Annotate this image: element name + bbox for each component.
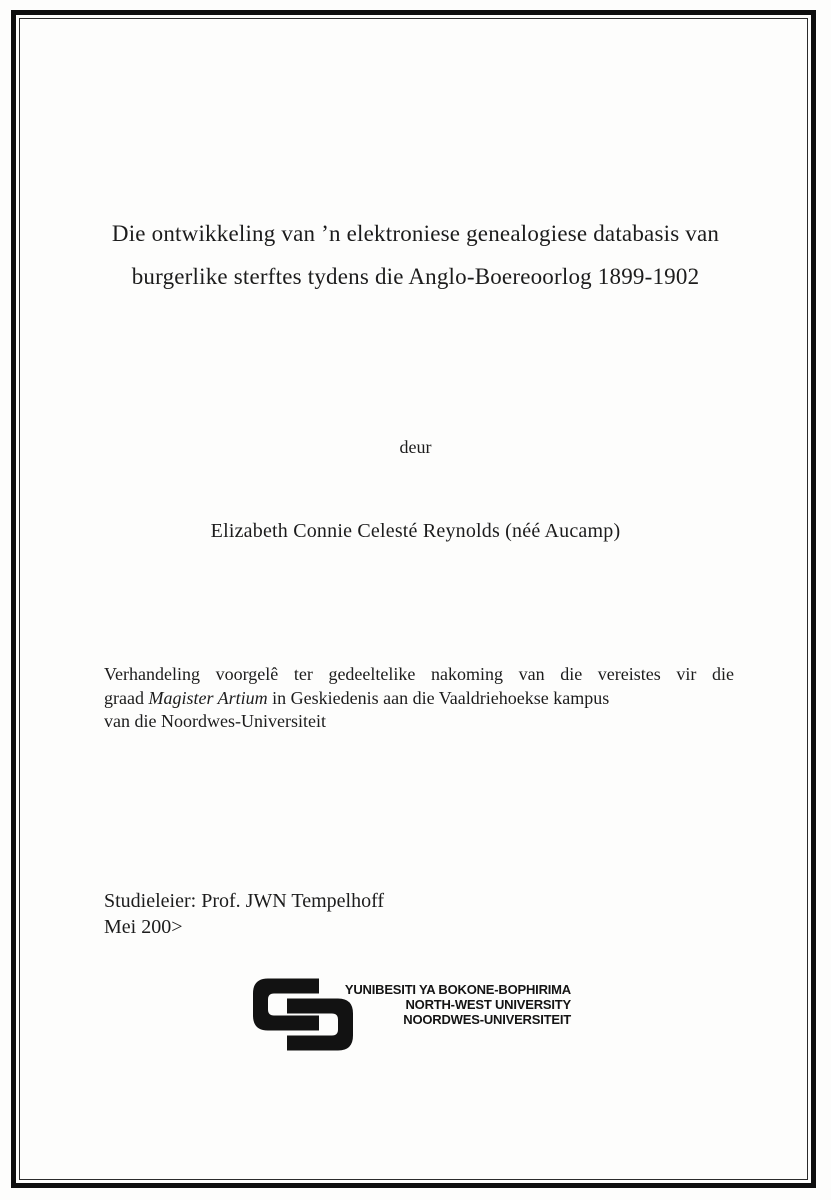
degree-statement-line2	[104, 687, 734, 711]
university-logo-text	[313, 982, 571, 1027]
logo-line-setswana: YUNIBESITI YA BOKONE-BOPHIRIMA	[344, 982, 571, 997]
degree-statement-line3: van die Noordwes-Universiteit	[104, 711, 326, 731]
logo-line-english: NORTH-WEST UNIVERSITY	[405, 997, 571, 1012]
degree-statement	[104, 663, 734, 734]
thesis-title-line2: burgerlike sterftes tydens die Anglo-Boereoorlog 1899-1902	[131, 264, 700, 289]
supervisor-block	[104, 888, 384, 940]
supervisor-line: Studieleier: Prof. JWN Tempelhoff	[104, 890, 385, 912]
date-line: Mei 200>	[104, 916, 183, 938]
degree-statement-line1: Verhandeling voorgelê ter gedeeltelike nakoming van die vereistes vir die	[104, 664, 734, 684]
byline: deur	[399, 437, 432, 457]
author-name: Elizabeth Connie Celesté Reynolds (néé Aucamp)	[210, 520, 621, 542]
logo-line-afrikaans: NOORDWES-UNIVERSITEIT	[403, 1012, 571, 1027]
degree-name: Magister Artium	[148, 687, 268, 708]
degree-statement-line2-suffix: in Geskiedenis aan die Vaaldriehoekse kampus	[267, 687, 610, 708]
degree-statement-line2-prefix: graad	[104, 687, 149, 708]
thesis-title-line1: Die ontwikkeling van ’n elektroniese genealogiese databasis van	[111, 221, 720, 246]
thesis-title	[60, 212, 771, 298]
university-logo	[253, 977, 583, 1057]
